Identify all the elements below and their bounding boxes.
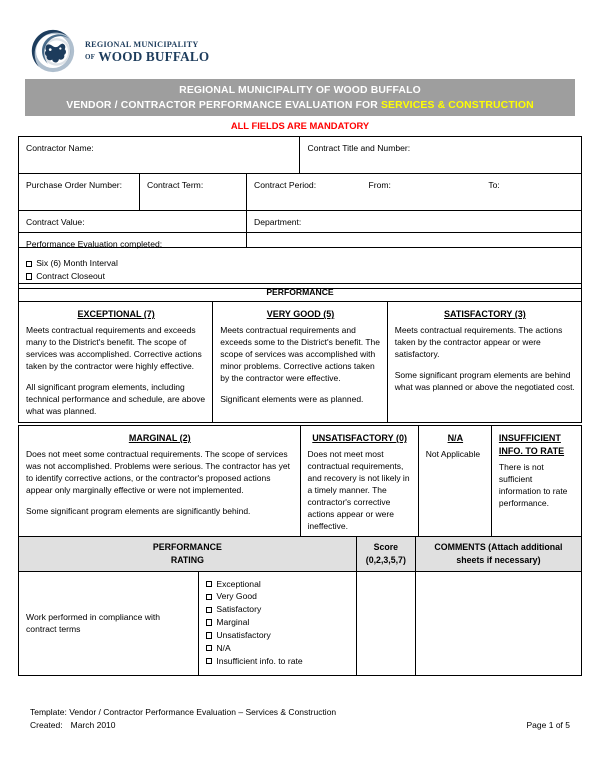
footer-page-number: Page 1 of 5 bbox=[526, 719, 570, 730]
table-row bbox=[19, 137, 582, 174]
purchase-order-number-label: Purchase Order Number: bbox=[26, 180, 122, 190]
rating-heading-text: N/A bbox=[447, 433, 464, 443]
checkbox-label: N/A bbox=[216, 642, 231, 653]
checkbox-label: Insufficient info. to rate bbox=[216, 655, 303, 666]
comments-header-line2: sheets if necessary) bbox=[456, 554, 541, 565]
checkbox-label: Marginal bbox=[216, 617, 250, 628]
rating-cell-unsatisfactory bbox=[300, 426, 418, 538]
table-row bbox=[19, 284, 582, 302]
banner-subtitle-line bbox=[66, 98, 534, 113]
banner-subtitle-highlight: SERVICES & CONSTRUCTION bbox=[380, 100, 534, 111]
rating-body bbox=[220, 324, 381, 405]
rating-description-cell bbox=[19, 571, 199, 675]
checkbox-six-month-interval[interactable] bbox=[26, 257, 575, 270]
rating-cell-exceptional bbox=[19, 302, 213, 423]
footer-created bbox=[30, 719, 116, 732]
contract-value-label: Contract Value: bbox=[26, 217, 85, 227]
checkbox-contract-closeout[interactable] bbox=[26, 270, 575, 283]
checkbox-icon[interactable] bbox=[206, 594, 212, 600]
rating-paragraph: Some significant program elements are behind what was planned or above the negotiated cost. bbox=[394, 370, 575, 393]
contract-title-number-label: Contract Title and Number: bbox=[307, 143, 411, 153]
logo-wordmark bbox=[85, 39, 209, 64]
performance-rating-table bbox=[18, 536, 582, 676]
checkbox-very-good[interactable] bbox=[206, 590, 350, 603]
rating-body bbox=[426, 448, 485, 460]
rating-paragraph: Does not meet some contractual requirements. The scope of services was not accomplished. Problems were serious. The contractor has yet to identify corrective actions, or the contractor's proposed actions appear only marginally effective or were not implemented. bbox=[26, 448, 290, 495]
rating-options-cell bbox=[199, 571, 357, 675]
spacer bbox=[26, 250, 575, 257]
contract-period-to-label: To: bbox=[488, 180, 500, 190]
contractor-name-field[interactable] bbox=[19, 137, 300, 174]
checkbox-icon[interactable] bbox=[206, 607, 212, 613]
rating-heading-text: UNSATISFACTORY (0) bbox=[312, 433, 407, 443]
rating-heading-text: MARGINAL (2) bbox=[128, 433, 191, 443]
comments-header bbox=[415, 537, 581, 572]
contract-period-from-label: From: bbox=[368, 180, 391, 190]
table-row bbox=[19, 233, 582, 289]
score-input-cell[interactable] bbox=[356, 571, 415, 675]
rating-body bbox=[308, 448, 412, 532]
department-label: Department: bbox=[254, 217, 302, 227]
checkbox-insufficient-info[interactable] bbox=[206, 655, 350, 668]
rating-heading bbox=[499, 432, 575, 461]
footer-created-label: Created: bbox=[30, 719, 63, 730]
table-row bbox=[19, 537, 582, 572]
logo-line-2 bbox=[85, 50, 209, 63]
checkbox-icon[interactable] bbox=[206, 619, 212, 625]
rating-paragraph: Not Applicable bbox=[425, 448, 481, 459]
checkbox-label: Six (6) Month Interval bbox=[36, 258, 118, 269]
table-row bbox=[19, 174, 582, 211]
table-row bbox=[19, 426, 582, 538]
score-header-line2: (0,2,3,5,7) bbox=[365, 554, 406, 565]
rating-body bbox=[499, 461, 575, 509]
rating-paragraph: Significant elements were as planned. bbox=[220, 394, 364, 405]
footer-bottom-row bbox=[30, 719, 570, 732]
rating-body bbox=[395, 324, 575, 393]
comments-header-line1: COMMENTS (Attach additional bbox=[434, 542, 563, 552]
logo-of-word: OF bbox=[85, 52, 96, 61]
rating-paragraph: All significant program elements, including technical performance and schedule, are above what was planned. bbox=[26, 382, 206, 417]
contract-term-label: Contract Term: bbox=[147, 180, 204, 190]
score-header-line1: Score bbox=[373, 542, 399, 552]
header-banner bbox=[25, 79, 575, 116]
checkbox-na[interactable] bbox=[206, 642, 350, 655]
logo-line-1: REGIONAL MUNICIPALITY bbox=[85, 39, 199, 49]
checkbox-exceptional[interactable] bbox=[206, 578, 350, 591]
banner-subtitle-prefix: VENDOR / CONTRACTOR PERFORMANCE EVALUATION FOR bbox=[66, 100, 381, 111]
rating-heading bbox=[26, 308, 206, 324]
performance-rating-header-line2: RATING bbox=[170, 554, 204, 565]
rating-cell-insufficient-info bbox=[491, 426, 581, 538]
checkbox-label: Exceptional bbox=[216, 578, 261, 589]
rating-cell-satisfactory bbox=[387, 302, 581, 423]
rating-heading-text: SATISFACTORY (3) bbox=[444, 309, 526, 320]
rating-heading bbox=[26, 432, 294, 448]
performance-definitions-table bbox=[18, 283, 582, 423]
wood-buffalo-logo-icon bbox=[30, 28, 76, 74]
rating-body bbox=[26, 324, 206, 417]
contract-period-field[interactable] bbox=[247, 174, 582, 211]
performance-section-title: PERFORMANCE bbox=[19, 284, 582, 302]
rating-paragraph: Meets contractual requirements. The actions taken by the contractor appear or were satisfactory. bbox=[394, 324, 563, 360]
page-footer bbox=[30, 706, 570, 732]
performance-rating-header-line1: PERFORMANCE bbox=[152, 542, 222, 552]
contract-period-label: Contract Period: bbox=[254, 180, 317, 190]
organization-logo bbox=[30, 28, 209, 74]
checkbox-marginal[interactable] bbox=[206, 616, 350, 629]
rating-heading bbox=[220, 308, 381, 324]
rating-paragraph: There is not sufficient information to rate performance. bbox=[498, 461, 568, 508]
rating-paragraph: Some significant program elements are significantly behind. bbox=[26, 506, 251, 517]
table-row bbox=[19, 571, 582, 675]
mandatory-notice: ALL FIELDS ARE MANDATORY bbox=[230, 120, 370, 131]
checkbox-icon[interactable] bbox=[206, 632, 212, 638]
performance-definitions-table-2 bbox=[18, 425, 582, 538]
rating-heading bbox=[395, 308, 575, 324]
checkbox-label: Satisfactory bbox=[216, 604, 262, 615]
rating-heading-text-line2: INFO. TO RATE bbox=[498, 445, 565, 456]
logo-main-word: WOOD BUFFALO bbox=[98, 48, 210, 64]
rating-paragraph: Meets contractual requirements and exceeds many to the District's benefit. The scope of services was accomplished. Corrective actions taken by the contractor were highly effective. bbox=[26, 324, 202, 372]
evaluation-completed-label: Performance Evaluation completed: bbox=[26, 239, 163, 249]
evaluation-completed-cell bbox=[19, 233, 582, 289]
checkbox-icon[interactable] bbox=[26, 273, 32, 279]
checkbox-unsatisfactory[interactable] bbox=[206, 629, 350, 642]
rating-heading bbox=[426, 432, 485, 448]
rating-cell-na bbox=[418, 426, 491, 538]
rating-heading-text: VERY GOOD (5) bbox=[266, 309, 335, 320]
checkbox-label: Very Good bbox=[216, 591, 257, 602]
comments-input-cell[interactable] bbox=[415, 571, 581, 675]
checkbox-label: Unsatisfactory bbox=[216, 630, 271, 641]
score-header bbox=[356, 537, 415, 572]
footer-template-line: Template: Vendor / Contractor Performance Evaluation – Services & Construction bbox=[30, 707, 337, 717]
rating-description-text: Work performed in compliance with contract terms bbox=[26, 611, 161, 634]
checkbox-satisfactory[interactable] bbox=[206, 603, 350, 616]
rating-body bbox=[26, 448, 294, 517]
rating-heading-text: EXCEPTIONAL (7) bbox=[77, 309, 155, 320]
checkbox-icon[interactable] bbox=[206, 658, 212, 664]
checkbox-icon[interactable] bbox=[26, 261, 32, 267]
rating-paragraph: Meets contractual requirements and exceeds some to the District's benefit. The scope of services was accomplished with minor problems. Corrective actions taken by the contractor were effective. bbox=[220, 324, 380, 384]
checkbox-label: Contract Closeout bbox=[36, 271, 105, 282]
rating-cell-marginal bbox=[19, 426, 301, 538]
contract-title-number-field[interactable] bbox=[300, 137, 582, 174]
table-row bbox=[19, 302, 582, 423]
checkbox-icon[interactable] bbox=[206, 645, 212, 651]
rating-paragraph: Does not meet most contractual requirements, and recovery is not likely in a timely manner. The contractor's corrective actions appear or were ineffective. bbox=[307, 448, 410, 532]
footer-created-value: March 2010 bbox=[70, 719, 116, 730]
evaluation-completed-section bbox=[18, 232, 582, 289]
rating-heading-text-line1: INSUFFICIENT bbox=[498, 433, 561, 443]
checkbox-icon[interactable] bbox=[206, 581, 212, 587]
rating-cell-very-good bbox=[213, 302, 388, 423]
purchase-order-number-field[interactable] bbox=[19, 174, 140, 211]
rating-heading bbox=[308, 432, 412, 448]
banner-title-line: REGIONAL MUNICIPALITY OF WOOD BUFFALO bbox=[179, 84, 421, 96]
performance-rating-header bbox=[19, 537, 357, 572]
contractor-name-label: Contractor Name: bbox=[26, 143, 94, 153]
contract-term-field[interactable] bbox=[140, 174, 247, 211]
